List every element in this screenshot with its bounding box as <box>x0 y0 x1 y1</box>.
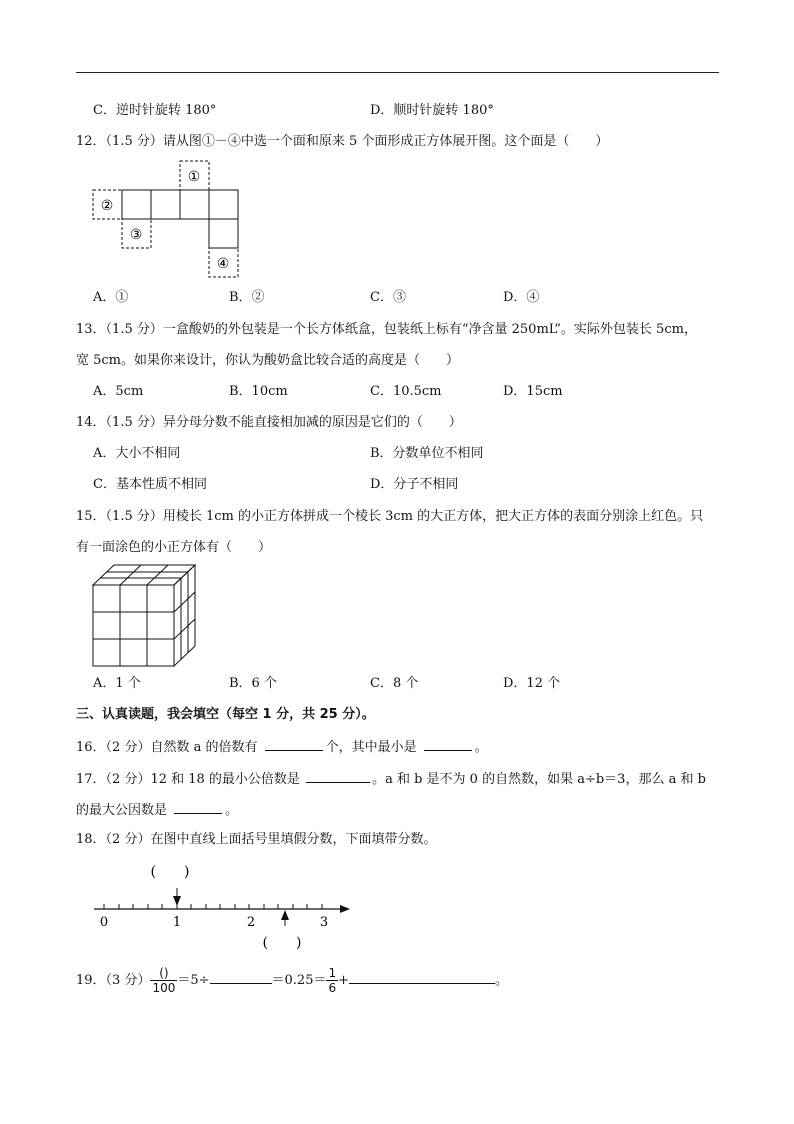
q18-bottom-paren[interactable]: ( ) <box>262 935 302 951</box>
q19-label: 19．（3 分） <box>76 973 151 988</box>
q18-stem: 18．（2 分）在图中直线上面括号里填假分数，下面填带分数。 <box>76 832 437 847</box>
q12-option-d[interactable]: D．④ <box>503 290 540 305</box>
q19-frac1-denominator: 100 <box>152 981 176 995</box>
q13-option-c[interactable]: C．10.5cm <box>370 384 442 399</box>
q15-option-a[interactable]: A．1 个 <box>93 676 141 691</box>
net-label-4: ④ <box>216 256 230 272</box>
q16-part3: 。 <box>474 740 488 755</box>
q12-option-c[interactable]: C．③ <box>370 290 406 305</box>
q19-frac2-numerator: 1 <box>328 966 337 980</box>
tick-label-0: 0 <box>99 915 109 930</box>
q18-number-line <box>88 858 358 954</box>
q16-line <box>76 738 488 756</box>
net-label-3: ③ <box>129 227 143 243</box>
header-rule <box>76 72 719 73</box>
q19-end: 。 <box>495 973 509 988</box>
q19-blank-1[interactable] <box>210 971 272 984</box>
q15-stem-line2: 有一面涂色的小正方体有（ ） <box>76 540 272 555</box>
q15-stem-line1: 15．（1.5 分）用棱长 1cm 的小正方体拼成一个棱长 3cm 的大正方体，把大正方体的表面分别涂上红色。只 <box>76 509 704 524</box>
tick-label-3: 3 <box>319 915 329 930</box>
q14-option-a[interactable]: A．大小不相同 <box>93 446 181 461</box>
q12-option-a[interactable]: A．① <box>93 290 129 305</box>
tick-label-2: 2 <box>246 915 256 930</box>
q14-option-b[interactable]: B．分数单位不相同 <box>370 446 484 461</box>
q19-frac1-numerator[interactable]: () <box>150 966 177 981</box>
q13-stem-line1: 13．（1.5 分）一盒酸奶的外包装是一个长方体纸盒，包装纸上标有“净含量 250mL”。实际外包装长 5cm， <box>76 322 697 337</box>
q15-option-d[interactable]: D．12 个 <box>503 676 561 691</box>
q15-option-c[interactable]: C．8 个 <box>370 676 419 691</box>
q17-line1 <box>76 770 706 788</box>
q11-option-c[interactable]: C．逆时针旋转 180° <box>93 103 217 118</box>
q15-cube-figure <box>88 560 200 672</box>
q17-blank-2[interactable] <box>174 801 222 814</box>
q19-fraction-2 <box>326 966 338 995</box>
q13-option-d[interactable]: D．15cm <box>503 384 563 399</box>
net-label-2: ② <box>100 198 114 214</box>
q17-blank-1[interactable] <box>306 770 370 783</box>
q14-option-c[interactable]: C．基本性质不相同 <box>93 477 207 492</box>
q19-part-b: ＝0.25＝ <box>271 973 327 988</box>
q16-blank-2[interactable] <box>424 738 472 751</box>
net-label-1: ① <box>187 169 201 185</box>
q15-option-b[interactable]: B．6 个 <box>229 676 277 691</box>
q17-part3: 的最大公因数是 <box>76 803 168 818</box>
q13-option-a[interactable]: A．5cm <box>93 384 144 399</box>
q19-line <box>76 962 508 1000</box>
q19-frac2-denominator: 6 <box>328 981 337 995</box>
q13-option-b[interactable]: B．10cm <box>229 384 288 399</box>
q11-option-d[interactable]: D．顺时针旋转 180° <box>370 103 494 118</box>
q16-part2: 个，其中最小是 <box>325 740 417 755</box>
q17-part4: 。 <box>225 803 239 818</box>
q12-option-b[interactable]: B．② <box>229 290 265 305</box>
q16-blank-1[interactable] <box>265 738 323 751</box>
q17-line2 <box>76 801 238 819</box>
q14-stem: 14．（1.5 分）异分母分数不能直接相加减的原因是它们的（ ） <box>76 415 462 430</box>
q19-part-c: + <box>338 973 350 988</box>
q18-top-paren[interactable]: ( ) <box>150 864 190 880</box>
tick-label-1: 1 <box>172 915 182 930</box>
section-3-title: 三、认真读题，我会填空（每空 1 分，共 25 分）。 <box>76 707 375 722</box>
q12-cube-net-figure <box>88 160 248 280</box>
q19-blank-2[interactable] <box>349 971 495 984</box>
q16-part1: 16．（2 分）自然数 a 的倍数有 <box>76 740 258 755</box>
q13-stem-line2: 宽 5cm。如果你来设计，你认为酸奶盒比较合适的高度是（ ） <box>76 353 460 368</box>
q19-part-a: ＝5÷ <box>177 973 210 988</box>
q12-stem: 12．（1.5 分）请从图①－④中选一个面和原来 5 个面形成正方体展开图。这个面是（ ） <box>76 134 609 149</box>
q17-part2: 。a 和 b 是不为 0 的自然数，如果 a÷b＝3，那么 a 和 b <box>372 772 706 787</box>
q19-fraction-1 <box>150 966 177 995</box>
q17-part1: 17．（2 分）12 和 18 的最小公倍数是 <box>76 772 300 787</box>
q14-option-d[interactable]: D．分子不相同 <box>370 477 459 492</box>
